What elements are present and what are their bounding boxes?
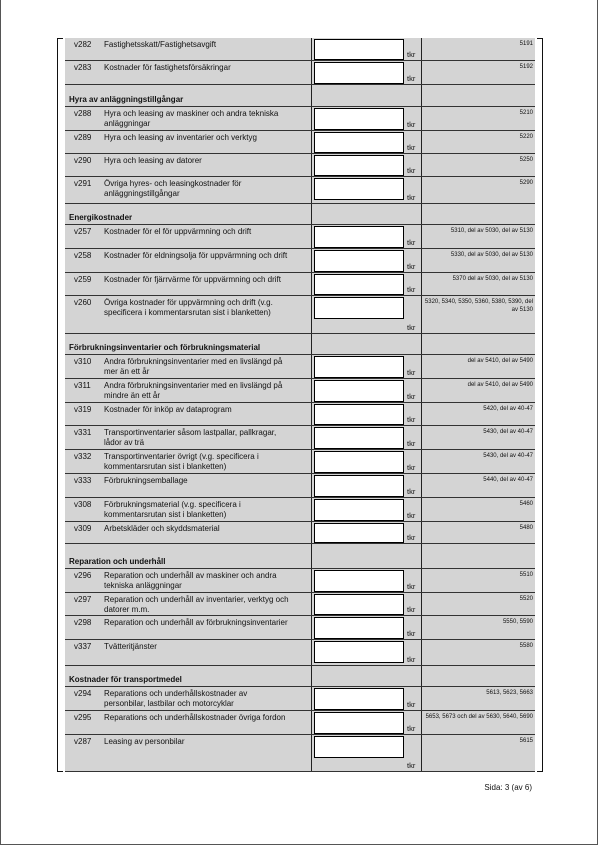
form-row-v337 (65, 640, 535, 666)
form-row-v295 (65, 711, 535, 735)
form-row-v308 (65, 498, 535, 522)
unit-label: tkr (407, 50, 416, 59)
page-number: Sida: 3 (av 6) (484, 783, 532, 792)
amount-input[interactable] (314, 62, 404, 84)
variable-code: v258 (74, 251, 92, 260)
unit-label: tkr (407, 761, 416, 770)
cost-description: Leasing av personbilar (104, 737, 185, 746)
account-reference: 5191 (519, 41, 533, 47)
cost-description: Kostnader för eldningsolja för uppvärmning och drift (104, 251, 288, 260)
cost-description: Arbetskläder och skyddsmaterial (104, 524, 220, 533)
unit-label: tkr (407, 166, 416, 175)
unit-label: tkr (407, 193, 416, 202)
unit-label: tkr (407, 582, 416, 591)
section-header (65, 85, 535, 107)
variable-code: v319 (74, 405, 92, 414)
form-row-v310 (65, 355, 535, 379)
unit-label: tkr (407, 415, 416, 424)
unit-label: tkr (407, 392, 416, 401)
account-reference: 5192 (519, 64, 533, 70)
amount-input[interactable] (314, 736, 404, 758)
account-reference: 5420, del av 40-47 (483, 406, 533, 412)
form-row-v311 (65, 379, 535, 403)
unit-label: tkr (407, 238, 416, 247)
amount-input[interactable] (314, 594, 404, 615)
form-row-v331 (65, 426, 535, 450)
section-title: Reparation och underhåll (69, 557, 166, 566)
variable-code: v283 (74, 63, 92, 72)
amount-input[interactable] (314, 250, 404, 272)
unit-label: tkr (407, 463, 416, 472)
variable-code: v257 (74, 227, 92, 236)
unit-label: tkr (407, 533, 416, 542)
form-row-v294 (65, 687, 535, 711)
form-row-v287 (65, 735, 535, 772)
section-header (65, 666, 535, 687)
section-title: Hyra av anläggningstillgångar (69, 95, 184, 104)
form-row-v282 (65, 38, 535, 61)
unit-label: tkr (407, 120, 416, 129)
form-row-v289 (65, 131, 535, 154)
variable-code: v298 (74, 618, 92, 627)
bracket-tick (58, 38, 63, 39)
unit-label: tkr (407, 439, 416, 448)
account-reference: del av 5410, del av 5490 (467, 358, 533, 364)
account-reference: 5440, del av 40-47 (483, 477, 533, 483)
account-reference: 5580 (519, 643, 533, 649)
amount-input[interactable] (314, 451, 404, 473)
form-row-v258 (65, 249, 535, 273)
variable-code: v282 (74, 40, 92, 49)
form-row-v309 (65, 522, 535, 544)
unit-label: tkr (407, 74, 416, 83)
account-reference: 5430, del av 40-47 (483, 453, 533, 459)
section-header (65, 544, 535, 569)
form-row-v333 (65, 474, 535, 498)
account-reference: 5310, del av 5030, del av 5130 (450, 228, 533, 234)
amount-input[interactable] (314, 132, 404, 153)
account-reference: 5460 (519, 501, 533, 507)
unit-label: tkr (407, 262, 416, 271)
form-row-v291 (65, 177, 535, 204)
variable-code: v333 (74, 476, 92, 485)
unit-label: tkr (407, 655, 416, 664)
unit-label: tkr (407, 700, 416, 709)
variable-code: v308 (74, 500, 92, 509)
unit-label: tkr (407, 511, 416, 520)
account-reference: 5330, del av 5030, del av 5130 (450, 252, 533, 258)
cost-description: Hyra och leasing av maskiner och andra tekniska anläggningar (104, 109, 279, 128)
account-reference: del av 5410, del av 5490 (467, 382, 533, 388)
amount-input[interactable] (314, 274, 404, 295)
amount-input[interactable] (314, 570, 404, 592)
amount-input[interactable] (314, 356, 404, 378)
amount-input[interactable] (314, 475, 404, 497)
variable-code: v288 (74, 109, 92, 118)
form-row-v297 (65, 593, 535, 616)
account-reference: 5220 (519, 134, 533, 140)
section-title: Energikostnader (69, 213, 133, 222)
variable-code: v310 (74, 357, 92, 366)
unit-label: tkr (407, 487, 416, 496)
amount-input[interactable] (314, 641, 404, 663)
variable-code: v309 (74, 524, 92, 533)
bracket-tick (58, 771, 63, 772)
variable-code: v294 (74, 689, 92, 698)
amount-input[interactable] (314, 617, 404, 639)
variable-code: v311 (74, 381, 91, 390)
unit-label: tkr (407, 323, 416, 332)
account-reference: 5480 (519, 525, 533, 531)
form-row-v257 (65, 225, 535, 249)
account-reference: 5520 (519, 596, 533, 602)
bracket-tick (537, 38, 542, 39)
cost-description: Reparation och underhåll av förbrukningsinventarier (104, 618, 288, 627)
variable-code: v260 (74, 298, 92, 307)
section-title: Kostnader för transportmedel (69, 675, 182, 684)
cost-description: Reparation och underhåll av maskiner och andra tekniska anläggningar (104, 571, 277, 590)
cost-description: Transportinventarier såsom lastpallar, pallkragar, lådor av trä (104, 428, 277, 447)
variable-code: v332 (74, 452, 92, 461)
cost-description: Andra förbrukningsinventarier med en livslängd på mer än ett år (104, 357, 283, 376)
account-reference: 5613, 5623, 5663 (486, 690, 533, 696)
cost-description: Tvätteritjänster (104, 642, 157, 651)
amount-input[interactable] (314, 523, 404, 543)
form-row-v332 (65, 450, 535, 474)
cost-description: Reparations och underhållskostnader övriga fordon (104, 713, 286, 722)
bracket-tick (537, 771, 542, 772)
variable-code: v287 (74, 737, 92, 746)
unit-label: tkr (407, 629, 416, 638)
account-reference: 5320, 5340, 5350, 5360, 5380, 5390, del av 5130 (424, 299, 533, 313)
variable-code: v337 (74, 642, 92, 651)
variable-code: v290 (74, 156, 92, 165)
variable-code: v297 (74, 595, 92, 604)
form-row-v298 (65, 616, 535, 640)
amount-input[interactable] (314, 39, 404, 60)
unit-label: tkr (407, 368, 416, 377)
unit-label: tkr (407, 143, 416, 152)
cost-description: Fastighetsskatt/Fastighetsavgift (104, 40, 217, 49)
cost-form (65, 38, 535, 772)
amount-input[interactable] (314, 380, 404, 402)
account-reference: 5653, 5673 och del av 5630, 5640, 5690 (425, 714, 533, 720)
variable-code: v296 (74, 571, 92, 580)
cost-description: Andra förbrukningsinventarier med en livslängd på mindre än ett år (104, 381, 283, 400)
cost-description: Reparation och underhåll av inventarier, verktyg och datorer m.m. (104, 595, 289, 614)
account-reference: 5370 del av 5030, del av 5130 (452, 276, 533, 282)
form-row-v319 (65, 403, 535, 426)
cost-description: Kostnader för el för uppvärmning och drift (104, 227, 252, 236)
form-row-v260 (65, 296, 535, 334)
unit-label: tkr (407, 724, 416, 733)
account-reference: 5250 (519, 157, 533, 163)
form-row-v288 (65, 107, 535, 131)
account-reference: 5615 (519, 738, 533, 744)
account-reference: 5290 (519, 180, 533, 186)
cost-description: Övriga hyres- och leasingkostnader för anläggningstillgångar (104, 179, 242, 198)
account-reference: 5510 (519, 572, 533, 578)
amount-input[interactable] (314, 499, 404, 521)
amount-input[interactable] (314, 178, 404, 200)
variable-code: v259 (74, 275, 92, 284)
account-reference: 5550, 5590 (502, 619, 533, 625)
account-reference: 5430, del av 40-47 (483, 429, 533, 435)
cost-description: Transportinventarier övrigt (v.g. specificera i kommentarsrutan sist i blanketten) (104, 452, 259, 471)
variable-code: v289 (74, 133, 92, 142)
cost-description: Kostnader för fastighetsförsäkringar (104, 63, 231, 72)
cost-description: Kostnader för fjärrvärme för uppvärmning och drift (104, 275, 281, 284)
amount-input[interactable] (314, 404, 404, 425)
account-reference: 5210 (519, 110, 533, 116)
unit-label: tkr (407, 605, 416, 614)
form-row-v290 (65, 154, 535, 177)
variable-code: v295 (74, 713, 92, 722)
form-row-v259 (65, 273, 535, 296)
section-header (65, 204, 535, 225)
amount-input[interactable] (314, 226, 404, 248)
section-title: Förbrukningsinventarier och förbrukningsmaterial (69, 343, 261, 352)
cost-description: Hyra och leasing av datorer (104, 156, 202, 165)
amount-input[interactable] (314, 297, 404, 319)
form-row-v296 (65, 569, 535, 593)
cost-description: Reparations och underhållskostnader av personbilar, lastbilar och motorcyklar (104, 689, 248, 708)
amount-input[interactable] (314, 108, 404, 130)
amount-input[interactable] (314, 688, 404, 710)
variable-code: v291 (74, 179, 92, 188)
amount-input[interactable] (314, 427, 404, 449)
amount-input[interactable] (314, 155, 404, 176)
amount-input[interactable] (314, 712, 404, 734)
cost-description: Övriga kostnader för uppvärmning och drift (v.g. specificera i kommentarsrutan sist i blanketten) (104, 298, 273, 317)
section-header (65, 334, 535, 355)
form-row-v283 (65, 61, 535, 85)
cost-description: Hyra och leasing av inventarier och verktyg (104, 133, 257, 142)
unit-label: tkr (407, 285, 416, 294)
variable-code: v331 (74, 428, 92, 437)
cost-description: Förbrukningsemballage (104, 476, 188, 485)
cost-description: Förbrukningsmaterial (v.g. specificera i kommentarsrutan sist i blanketten) (104, 500, 241, 519)
cost-description: Kostnader för inköp av dataprogram (104, 405, 232, 414)
